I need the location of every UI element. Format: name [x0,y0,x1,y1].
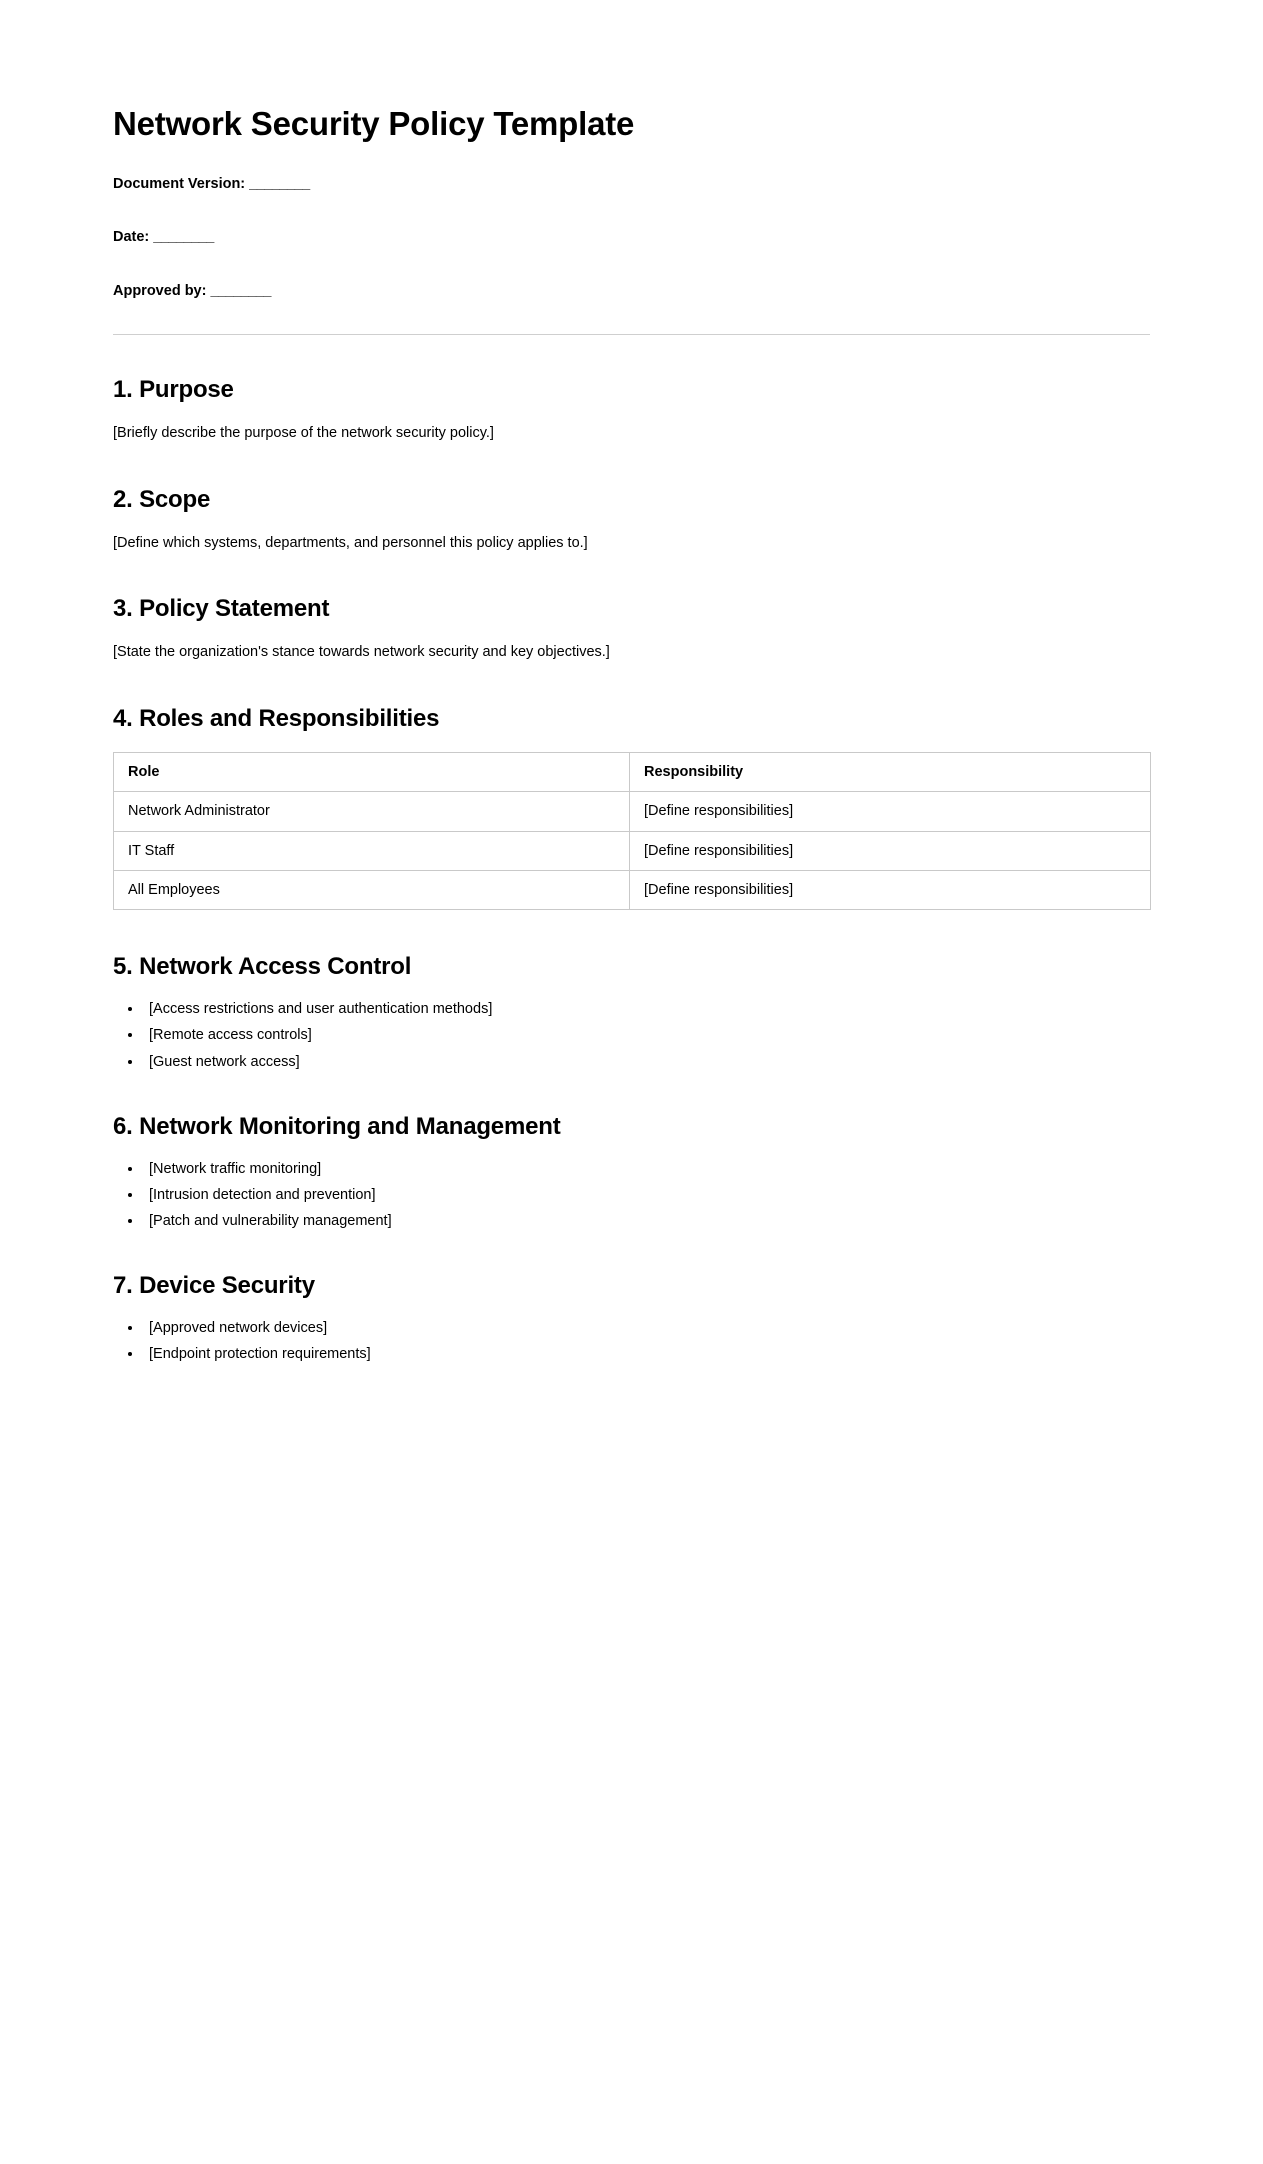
list-item: • [Endpoint protection requirements] [143,1345,1150,1364]
table-header-role: Role [114,753,630,792]
table-cell-responsibility[interactable]: [Define responsibilities] [630,870,1151,909]
table-body [114,792,1151,910]
section-heading-policy-statement: 3. Policy Statement [113,595,330,623]
section-paragraph-purpose: [Briefly describe the purpose of the network security policy.] [113,424,494,441]
meta-blank-document-version[interactable]: ________ [249,175,310,192]
list-item: • [Patch and vulnerability management] [143,1212,1150,1231]
table-row [114,870,1151,909]
document-body [113,105,1150,1364]
bullet-list-device-security [113,1319,1150,1364]
section-purpose [113,375,1150,445]
section-paragraph-policy-statement: [State the organization's stance towards network security and key objectives.] [113,644,610,661]
meta-field-approved-by [113,281,1150,301]
table-row [114,792,1151,831]
meta-label-document-version: Document Version: [113,175,246,192]
table-head [114,753,1151,792]
meta-field-date [113,227,1150,247]
section-device-security [113,1271,1150,1364]
meta-label-approved-by: Approved by: [113,282,207,299]
section-heading-roles-and-responsibilities: 4. Roles and Responsibilities [113,705,440,733]
section-roles-and-responsibilities [113,704,1150,910]
meta-blank-approved-by[interactable]: ________ [210,282,271,299]
bullet-list-network-monitoring-and-management [113,1160,1150,1231]
list-item: • [Intrusion detection and prevention] [143,1186,1150,1205]
list-item: • [Access restrictions and user authentication methods] [143,1000,1150,1019]
page-title: Network Security Policy Template [113,105,635,142]
section-heading-scope: 2. Scope [113,485,211,513]
list-item: • [Network traffic monitoring] [143,1160,1150,1179]
list-item: • [Approved network devices] [143,1319,1150,1338]
meta-label-date: Date: [113,229,150,246]
section-heading-device-security: 7. Device Security [113,1272,315,1300]
list-item: • [Remote access controls] [143,1026,1150,1045]
list-item: • [Guest network access] [143,1053,1150,1072]
meta-blank-date[interactable]: ________ [153,229,214,246]
table-cell-responsibility[interactable]: [Define responsibilities] [630,792,1151,831]
table-cell-role: All Employees [114,870,630,909]
section-heading-network-monitoring-and-management: 6. Network Monitoring and Management [113,1112,561,1140]
section-policy-statement [113,594,1150,664]
section-heading-purpose: 1. Purpose [113,375,234,403]
table-cell-role: Network Administrator [114,792,630,831]
table-cell-role: IT Staff [114,831,630,870]
table-header-responsibility: Responsibility [630,753,1151,792]
section-network-access-control [113,952,1150,1071]
section-network-monitoring-and-management [113,1112,1150,1231]
table-row [114,831,1151,870]
header-divider [113,334,1150,335]
meta-field-document-version [113,174,1150,194]
section-scope [113,485,1150,555]
section-heading-network-access-control: 5. Network Access Control [113,953,412,981]
roles-responsibilities-table [113,752,1151,910]
section-paragraph-scope: [Define which systems, departments, and personnel this policy applies to.] [113,534,588,551]
table-header-row [114,753,1151,792]
bullet-list-network-access-control [113,1000,1150,1071]
table-cell-responsibility[interactable]: [Define responsibilities] [630,831,1151,870]
document-metadata [113,174,1150,301]
